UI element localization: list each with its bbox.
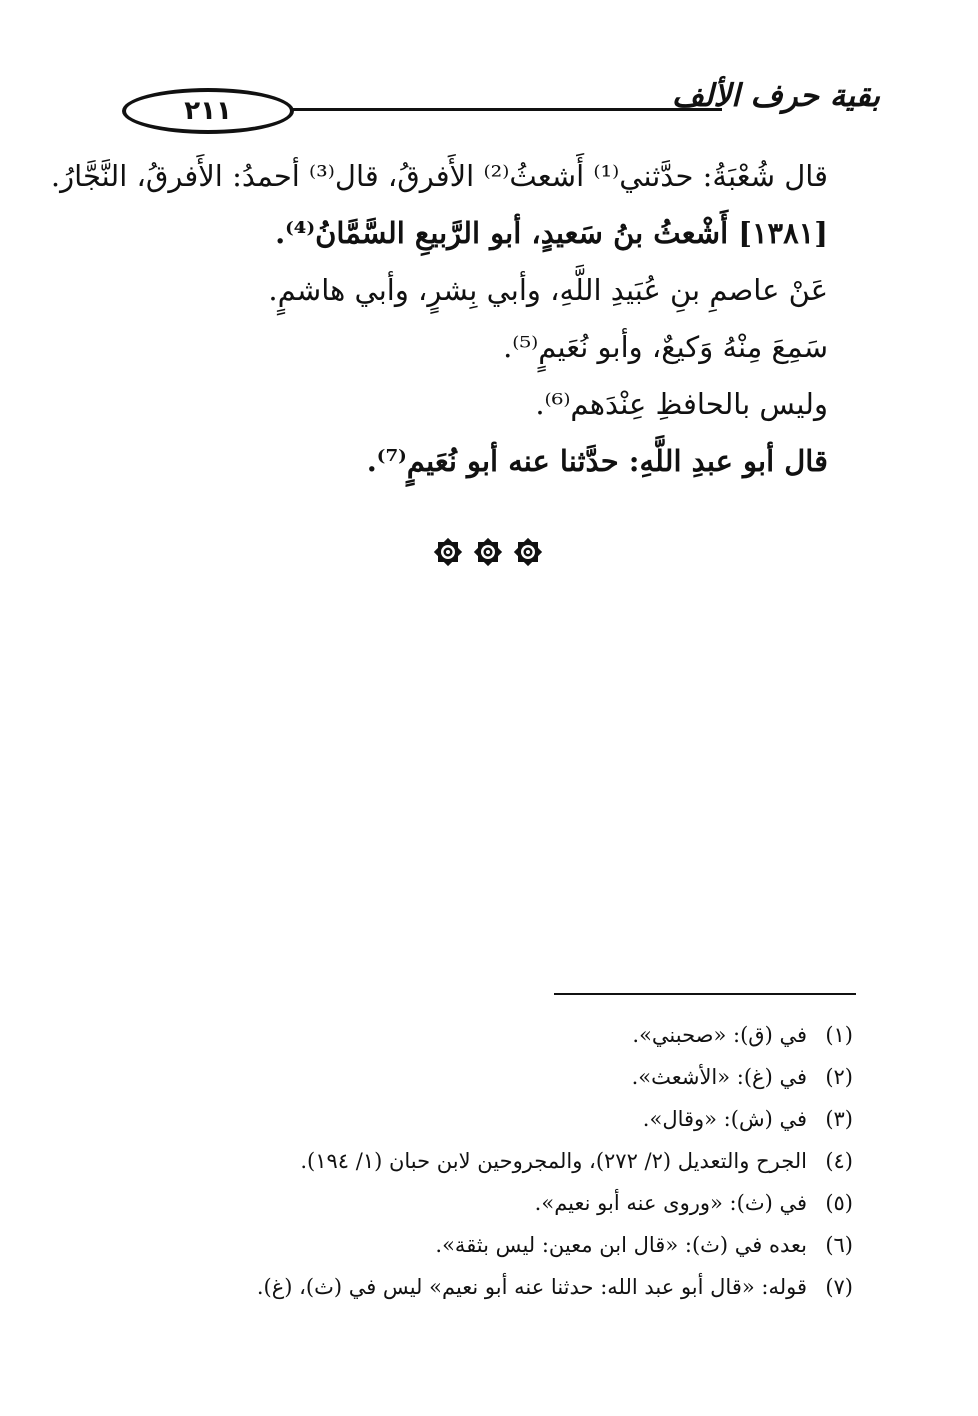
footnote-1	[133, 1014, 853, 1056]
running-title: بقية حرف الألف	[671, 78, 880, 114]
footnote-text: بعده في (ث): «قال ابن معين: ليس بثقة».	[435, 1233, 807, 1257]
footnote-text: في (ق): «صحبني».	[632, 1023, 807, 1047]
main-text	[50, 148, 828, 490]
text-line-4: سَمِعَ مِنْهُ وَكيعٌ، وأبو نُعَيمٍ⁽⁵⁾.	[503, 330, 828, 364]
footnote-text: في (غ): «الأشعث».	[631, 1065, 807, 1089]
footnote-number: (٦)	[825, 1233, 853, 1257]
ornament-star-icon	[432, 536, 464, 568]
text-line-5: وليس بالحافظِ عِنْدَهم⁽⁶⁾.	[535, 387, 828, 421]
footnote-number: (٤)	[825, 1149, 853, 1173]
footnotes	[133, 1014, 853, 1308]
footnote-text: في (ث): «وروى عنه أبو نعيم».	[534, 1191, 807, 1215]
page-number: ٢١١	[122, 88, 294, 134]
page-header	[100, 70, 880, 140]
footnote-3	[133, 1098, 853, 1140]
footnote-text: في (ش): «وقال».	[642, 1107, 807, 1131]
section-ornaments	[432, 534, 544, 570]
footnote-2	[133, 1056, 853, 1098]
text-line-3: عَنْ عاصمِ بنِ عُبَيدِ اللَّهِ، وأبي بِشرٍ، وأبي هاشمٍ.	[268, 273, 828, 307]
text-line-1: قال شُعْبَةُ: حدَّثني⁽¹⁾ أَشعثُ⁽²⁾ الأَفرقُ، قال⁽³⁾ أحمدُ: الأَفرقُ، النَّجَّارُ.	[50, 159, 828, 193]
footnote-4	[133, 1140, 853, 1182]
footnote-number: (٣)	[825, 1107, 853, 1131]
footnote-number: (٢)	[825, 1065, 853, 1089]
entry-heading-1381: [١٣٨١] أَشْعثُ بنُ سَعيدٍ، أبو الرَّبيعِ السَّمَّانُ⁽⁴⁾.	[275, 216, 828, 250]
footnote-7	[133, 1266, 853, 1308]
footnote-number: (٧)	[825, 1275, 853, 1299]
footnote-6	[133, 1224, 853, 1266]
text-line-6: قال أبو عبدِ اللَّهِ: حدَّثنا عنه أبو نُعَيمٍ⁽⁷⁾.	[366, 444, 828, 478]
ornament-star-icon	[472, 536, 504, 568]
footnote-5	[133, 1182, 853, 1224]
footnote-number: (٥)	[825, 1191, 853, 1215]
footnote-number: (١)	[825, 1023, 853, 1047]
ornament-star-icon	[512, 536, 544, 568]
footnote-separator	[554, 993, 856, 995]
footnote-text: الجرح والتعديل (٢/ ٢٧٢)، والمجروحين لابن حبان (١/ ١٩٤).	[300, 1149, 807, 1173]
footnote-text: قوله: «قال أبو عبد الله: حدثنا عنه أبو نعيم» ليس في (ث)، (غ).	[256, 1275, 807, 1299]
header-rule	[292, 108, 722, 111]
